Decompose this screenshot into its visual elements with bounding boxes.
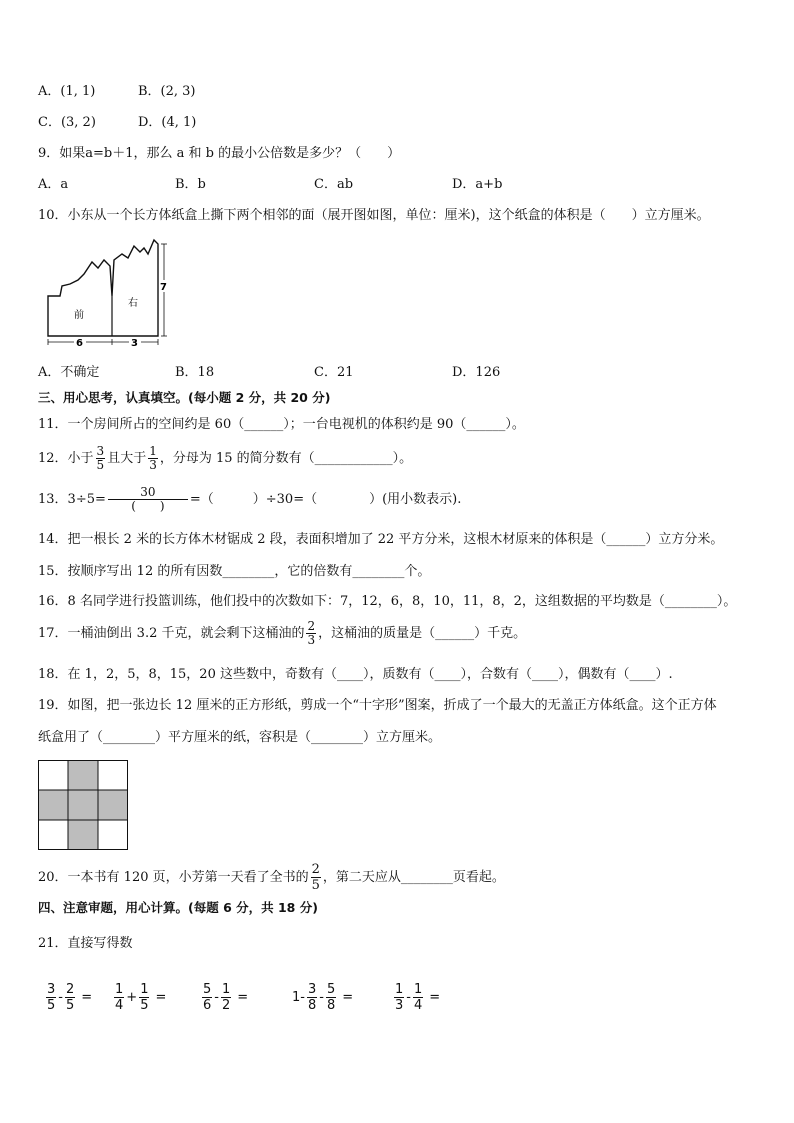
q13-text: 13．3÷5= $\frac{30}{( )}$ =（ ）÷30=（ ）(用小数表示). <box>38 485 462 513</box>
q15-text: 15．按顺序写出 12 的所有因数________，它的倍数有________个。 <box>38 564 431 579</box>
figure-label-front: 前 <box>74 310 84 321</box>
figure-dim-width: 6 <box>76 338 83 349</box>
q10-text: 10．小东从一个长方体纸盒上撕下两个相邻的面（展开图如图，单位：厘米)，这个纸盒的体积是（ ）立方厘米。 <box>38 208 710 223</box>
q18-text: 18．在 1，2，5，8，15，20 这些数中，奇数有（____），质数有（____），合数有（____），偶数有（____）. <box>38 667 673 682</box>
q11-text: 11．一个房间所占的空间约是 60（______）；一台电视机的体积约是 90（______）。 <box>38 417 525 432</box>
q10-option-d: D．126 <box>452 365 501 380</box>
q16-text: 16．8 名同学进行投篮训练，他们投中的次数如下：7，12，6，8，10，11，8，2，这组数据的平均数是（________）。 <box>38 594 737 609</box>
q9-text: 9．如果a=b＋1，那么 a 和 b 的最小公倍数是多少？（ ） <box>38 146 401 161</box>
q10-option-c: C．21 <box>314 365 354 380</box>
calc-item: $\frac{1}{3}$ - $\frac{1}{4}$ = <box>395 982 441 1013</box>
q19-text-line1: 19．如图，把一张边长 12 厘米的正方形纸，剪成一个“十字形”图案，折成了一个最大的无盖正方体纸盒。这个正方体 <box>38 698 717 713</box>
q10-option-b: B．18 <box>175 365 215 380</box>
calc-item: $\frac{5}{6}$ - $\frac{1}{2}$ = <box>203 982 249 1013</box>
q19-cross-grid-figure <box>38 760 130 850</box>
section-3-heading: 三、用心思考，认真填空。(每小题 2 分，共 20 分) <box>38 390 331 405</box>
q19-text-line2: 纸盒用了（________）平方厘米的纸，容积是（________）立方厘米。 <box>38 730 442 745</box>
figure-dim-height: 7 <box>160 282 167 293</box>
q8-option-b: B．(2, 3) <box>138 84 196 99</box>
q20-text: 20．一本书有 120 页，小芳第一天看了全书的 $\frac{2}{5}$ ，第二天应从________页看起。 <box>38 862 505 893</box>
section-4-heading: 四、注意审题，用心计算。(每题 6 分，共 18 分) <box>38 900 318 915</box>
q17-text: 17．一桶油倒出 3.2 千克，就会剩下这桶油的 $\frac{2}{3}$ ，这桶油的质量是（______）千克。 <box>38 619 527 647</box>
calc-item: $\frac{1}{4}$ + $\frac{1}{5}$ = <box>115 982 167 1013</box>
q8-option-d: D．(4, 1) <box>138 115 197 130</box>
q9-option-c: C．ab <box>314 177 354 192</box>
q10-option-a: A．不确定 <box>38 365 100 380</box>
figure-dim-depth: 3 <box>131 338 138 349</box>
q14-text: 14．把一根长 2 米的长方体木材锯成 2 段，表面积增加了 22 平方分米，这根木材原来的体积是（______）立方分米。 <box>38 532 724 547</box>
calc-item: $\frac{3}{5}$ - $\frac{2}{5}$ = <box>47 982 93 1013</box>
q21-text: 21．直接写得数 <box>38 936 133 951</box>
q9-option-d: D．a+b <box>452 177 503 192</box>
q10-figure <box>40 238 170 350</box>
q9-option-a: A．a <box>38 177 69 192</box>
figure-label-right: 右 <box>128 298 138 309</box>
calc-item: 1- $\frac{3}{8}$ - $\frac{5}{8}$ = <box>292 982 354 1013</box>
q12-text: 12．小于 $\frac{3}{5}$ 且大于 $\frac{1}{3}$ ，分母为 15 的简分数有（____________）。 <box>38 444 413 472</box>
q8-option-c: C．(3, 2) <box>38 115 96 130</box>
q8-option-a: A．(1, 1) <box>38 84 96 99</box>
q9-option-b: B．b <box>175 177 206 192</box>
